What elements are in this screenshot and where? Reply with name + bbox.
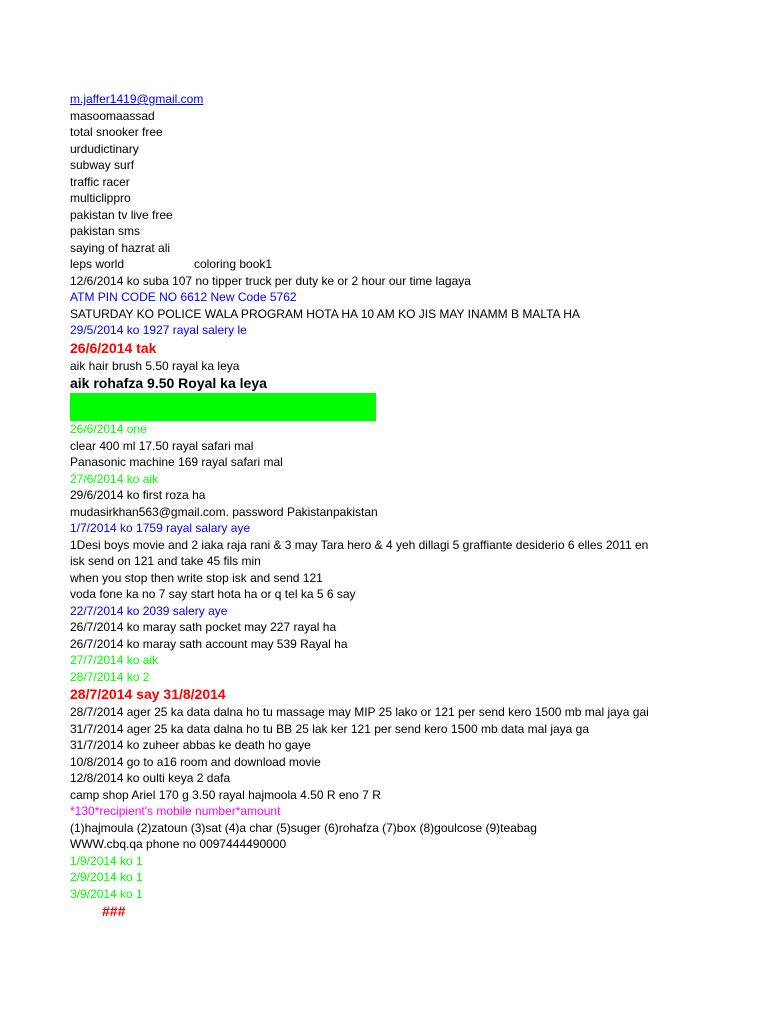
salary-line: 1/7/2014 ko 1759 rayal salary aye <box>70 521 251 535</box>
text-line: masoomaassad <box>70 108 155 123</box>
text-line: SATURDAY KO POLICE WALA PROGRAM HOTA HA 10 AM KO JIS MAY INAMM B MALTA HA <box>70 306 580 321</box>
text-line: WWW.cbq.qa phone no 0097444490000 <box>70 837 287 851</box>
text-line: 1Desi boys movie and 2 iaka raja rani & 3 may Tara hero & 4 yeh dillagi 5 graffiante desiderio 6 elles 2011 en <box>70 537 649 552</box>
spreadsheet-page <box>70 91 682 921</box>
text-line: mudasirkhan563@gmail.com. password Pakistanpakistan <box>70 504 378 519</box>
text-line: camp shop Ariel 170 g 3.50 rayal hajmoola 4.50 R eno 7 R <box>70 787 381 802</box>
text-line: when you stop then write stop isk and send 121 <box>70 570 323 585</box>
date-heading: 26/6/2014 tak <box>70 339 157 356</box>
text-line: 12/8/2014 ko oulti keya 2 dafa <box>70 771 231 785</box>
text-line: saying of hazrat ali <box>70 240 171 255</box>
text-cell-a: leps world <box>70 257 125 271</box>
text-line: (1)hajmoula (2)zatoun (3)sat (4)a char (5)suger (6)rohafza (7)box (8)goulcose (9)teabag <box>70 820 537 835</box>
green-date-line: 27/7/2014 ko aik <box>70 653 159 667</box>
text-line: pakistan tv live free <box>70 207 173 222</box>
atm-pin-line: ATM PIN CODE NO 6612 New Code 5762 <box>70 290 297 304</box>
text-line: 28/7/2014 ager 25 ka data dalna ho tu massage may MIP 25 lako or 121 per send kero 1500 mb mal jaya gai <box>70 705 649 719</box>
date-range-heading: 28/7/2014 say 31/8/2014 <box>70 686 226 702</box>
green-date-line: 3/9/2014 ko 1 <box>70 886 143 901</box>
text-line: 31/7/2014 ager 25 ka data dalna ho tu BB 25 lak ker 121 per send kero 1500 mb data mal jaya ga <box>70 721 590 736</box>
text-line: pakistan sms <box>70 224 141 238</box>
text-line: total snooker free <box>70 125 163 139</box>
text-cell-b: coloring book1 <box>194 257 273 271</box>
text-line: urdudictinary <box>70 141 139 156</box>
hash-marker: ### <box>102 903 126 919</box>
text-line: multiclippro <box>70 191 131 205</box>
green-date-line: 26/6/2014 one <box>70 422 147 436</box>
ussd-code-line: *130*recipient's mobile number*amount <box>70 804 281 818</box>
text-line-two-columns <box>70 256 682 273</box>
salary-line: 29/5/2014 ko 1927 rayal salery le <box>70 323 247 337</box>
text-line: aik hair brush 5.50 rayal ka leya <box>70 358 240 373</box>
green-date-line: 2/9/2014 ko 1 <box>70 870 143 884</box>
text-line: clear 400 ml 17.50 rayal safari mal <box>70 438 254 453</box>
green-fill-row <box>70 393 682 421</box>
text-line: traffic racer <box>70 174 130 189</box>
salary-line: 22/7/2014 ko 2039 salery aye <box>70 603 228 618</box>
text-line: isk send on 121 and take 45 fils min <box>70 554 261 568</box>
text-line: 29/6/2014 ko first roza ha <box>70 488 206 502</box>
text-line: voda fone ka no 7 say start hota ha or q tel ka 5 6 say <box>70 587 356 601</box>
email-link-jaffer[interactable]: m.jaffer1419@gmail.com <box>70 92 204 106</box>
green-highlight-cell <box>70 393 376 421</box>
text-line: Panasonic machine 169 rayal safari mal <box>70 455 283 469</box>
bold-text-line: aik rohafza 9.50 Royal ka leya <box>70 375 267 391</box>
green-date-line: 1/9/2014 ko 1 <box>70 853 143 868</box>
green-date-line: 27/6/2014 ko aik <box>70 471 159 486</box>
green-date-line: 28/7/2014 ko 2 <box>70 669 150 684</box>
text-line: 10/8/2014 go to a16 room and download movie <box>70 754 321 769</box>
text-line: subway surf <box>70 158 135 172</box>
text-line: 26/7/2014 ko maray sath pocket may 227 rayal ha <box>70 620 337 634</box>
text-line: 31/7/2014 ko zuheer abbas ke death ho gaye <box>70 738 311 752</box>
text-line: 26/7/2014 ko maray sath account may 539 Rayal ha <box>70 636 348 651</box>
text-line: 12/6/2014 ko suba 107 no tipper truck per duty ke or 2 hour our time lagaya <box>70 273 471 288</box>
